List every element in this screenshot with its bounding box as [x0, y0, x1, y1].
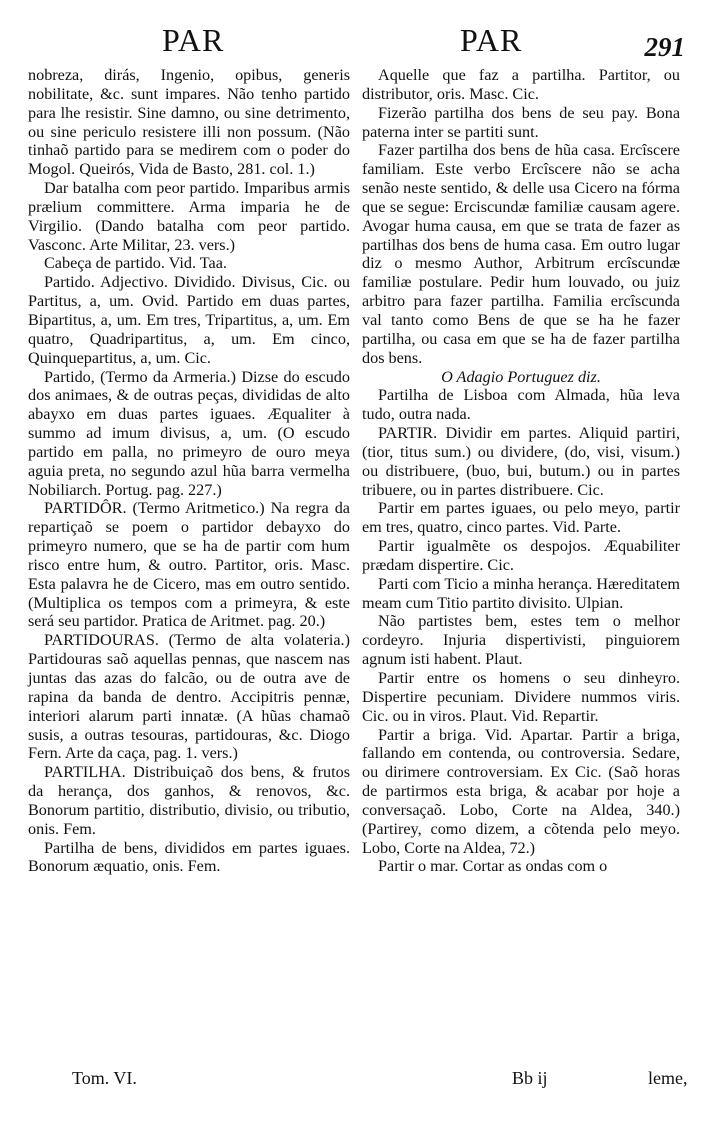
dictionary-entry: Partir em partes iguaes, ou pelo meyo, partir em tres, quatro, cinco partes. Vid. Parte.	[362, 499, 680, 537]
dictionary-entry: Não partistes bem, estes tem o melhor cordeyro. Injuria dispertivisti, pinguiorem agnum isti habent. Plaut.	[362, 612, 680, 669]
running-head-right: PAR	[460, 22, 523, 58]
page-number: 291	[644, 32, 685, 62]
volume-mark: Tom. VI.	[72, 1068, 137, 1088]
dictionary-entry: PARTIDÔR. (Termo Aritmetico.) Na regra da repartiçaõ se poem o partidor debayxo do primeyro numero, que se ha de partir com hum risco entre hum, & outro. Partitor, oris. Masc. Esta palavra he de Cicero, mas em outro sentido. (Multiplica os tempos com a primeyra, & este será seu partidor. Pratica de Aritmet. pag. 20.)	[28, 499, 350, 631]
dictionary-entry: Partir a briga. Vid. Apartar. Partir a briga, fallando em contenda, ou controversia. Sedare, ou dirimere controversiam. Ex Cic. (Saõ horas de partirmos esta briga, & acabar por hoje a conversaçaõ. Lobo, Corte na Aldea, 340.) (Partirey, como dizem, a cõtenda pelo meyo. Lobo, Corte na Aldea, 72.)	[362, 725, 680, 857]
dictionary-entry: Partilha de bens, divididos em partes iguaes. Bonorum æquatio, onis. Fem.	[28, 838, 350, 876]
adagio-heading: O Adagio Portuguez diz.	[441, 367, 601, 386]
dictionary-entry: PARTIDOURAS. (Termo de alta volateria.) Partidouras saõ aquellas pennas, que nascem nas juntas das azas do falcão, ou de outra ave de rapina da banda de dentro. Accipitris pennæ, interiori alarum parti innatæ. (A hũas chamaõ susis, a outras tesouras, partidouras, &c. Diogo Fern. Arte da caça, pag. 1. vers.)	[28, 631, 350, 763]
dictionary-entry: Dar batalha com peor partido. Imparibus armis prælium committere. Arma imparia he de Virgilio. (Dando batalha com peor partido. Vasconc. Arte Militar, 23. vers.)	[28, 179, 350, 254]
dictionary-entry: Partir o mar. Cortar as ondas com o	[378, 857, 608, 876]
dictionary-entry: Fizerão partilha dos bens de seu pay. Bona paterna inter se partiti sunt.	[362, 103, 680, 141]
running-head-left: PAR	[162, 22, 225, 58]
dictionary-entry: PARTILHA. Distribuiçaõ dos bens, & frutos da herança, dos ganhos, & renovos, &c. Bonorum partitio, distributio, divisio, ou tributio, onis. Fem.	[28, 763, 350, 838]
dictionary-entry: Partir entre os homens o seu dinheyro. Dispertire pecuniam. Dividere nummos viris. Cic. ou in viros. Plaut. Vid. Repartir.	[362, 669, 680, 725]
signature-mark: Bb ij	[512, 1068, 548, 1088]
dictionary-entry: Cabeça de partido. Vid. Taa.	[44, 254, 227, 273]
dictionary-entry: PARTIR. Dividir em partes. Aliquid partiri, (tior, titus sum.) ou dividere, (do, visi, visum.) ou distribuere, (buo, bui, butum.) ou in partes tribuere, ou in partes distribuere. Cic.	[362, 424, 680, 499]
dictionary-entry: Partilha de Lisboa com Almada, hũa leva tudo, outra nada.	[362, 386, 680, 424]
dictionary-entry: Partido, (Termo da Armeria.) Dizse do escudo dos animaes, & de outras peças, divididas de alto abayxo em duas partes iguaes. Æqualiter à summo ad imum divisus, a, um. (O escudo partido em palla, no primeyro de ouro meya aguia preta, no segundo azul hũa barra vermelha Nobiliarch. Portug. pag. 227.)	[28, 367, 350, 499]
dictionary-entry: Partir igualmẽte os despojos. Æquabiliter prædam dispertire. Cic.	[362, 537, 680, 574]
dictionary-entry: Aquelle que faz a partilha. Partitor, ou distributor, oris. Masc. Cic.	[362, 66, 680, 103]
right-column	[362, 66, 680, 876]
dictionary-entry: nobreza, dirás, Ingenio, opibus, generis nobilitate, &c. sunt impares. Não tenho partido para lhe resistir. Sine damno, ou sine detrimento, ou sine periculo resistere illi non possum. (Não tinhaõ partido para se medirem com o poder do Mogol. Queirós, Vida de Basto, 281. col. 1.)	[28, 66, 350, 179]
dictionary-entry: Partido. Adjectivo. Dividido. Divisus, Cic. ou Partitus, a, um. Ovid. Partido em duas partes, Bipartitus, a, um. Em tres, Tripartitus, a, um. Em quatro, Quadripartitus, a, um. Em cinco, Quinquepartitus, a, um. Cic.	[28, 273, 350, 367]
left-column	[28, 66, 350, 876]
dictionary-entry: Parti com Ticio a minha herança. Hæreditatem meam cum Titio partito divisito. Ulpian.	[362, 574, 680, 612]
catchword: leme,	[648, 1068, 688, 1088]
dictionary-entry: Fazer partilha dos bens de hũa casa. Ercîscere familiam. Este verbo Ercîscere não se acha senão neste sentido, & delle usa Cicero na fórma que se segue: Erciscundæ familiæ causam agere. Avogar huma causa, em que se trata de fazer as partilhas dos bens de huma casa. Em outro lugar diz o mesmo Author, Arbitrum ercîscundæ familiæ postulare. Pedir hum louvado, ou juiz arbitro para fazer partilha. Familia ercîscunda val tanto como Bens de que se ha he fazer partilha, ou casa em que se ha de fazer partilha dos bens.	[362, 141, 680, 367]
page-header	[0, 22, 709, 66]
